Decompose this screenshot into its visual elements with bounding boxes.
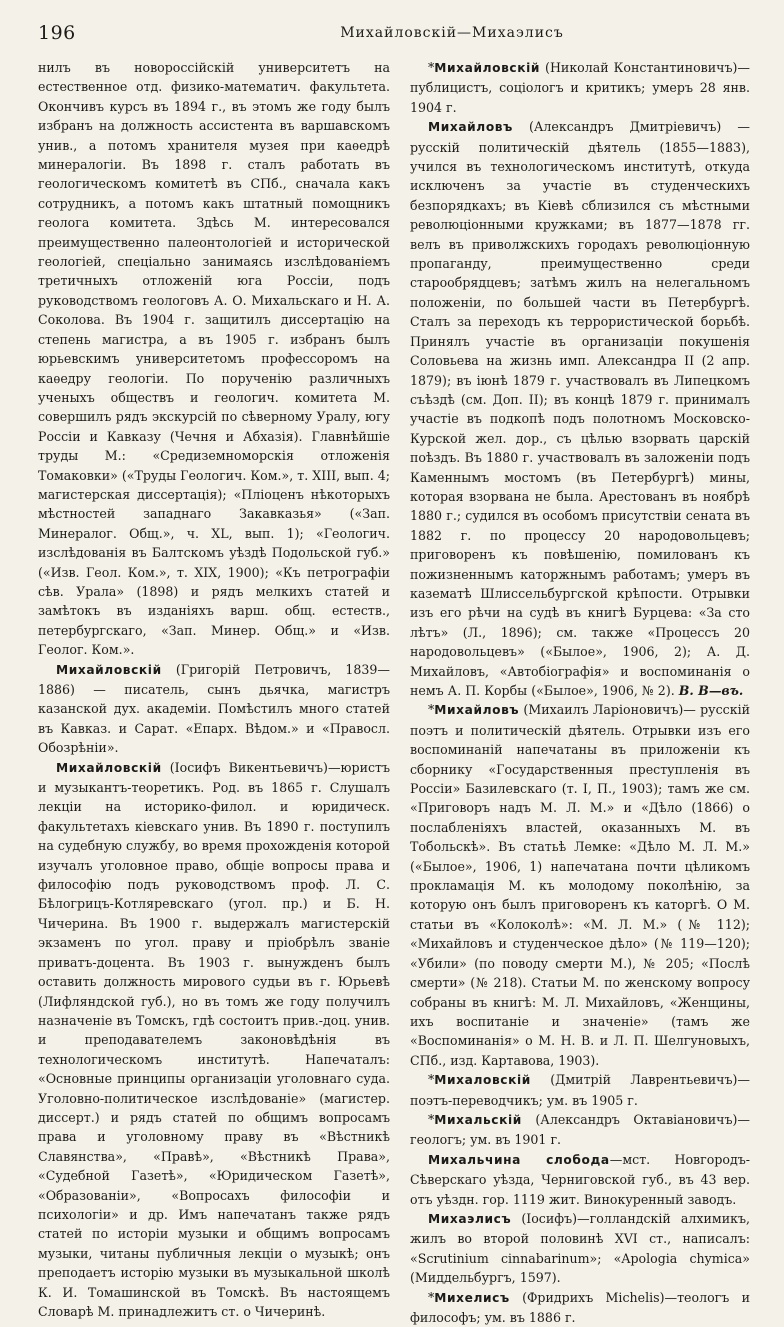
entry-mikhalovsky-dmitry — [410, 1070, 750, 1110]
entry-michelis-friedrich — [410, 1288, 750, 1327]
entry-text: —мст. Новгородъ-Сѣверскаго уѣзда, Черниговской губ., въ 43 вер. отъ уѣздн. гор. 1119 жит. Винокуренный заводъ. — [410, 1151, 750, 1207]
entry-headword: Михаэлисъ — [428, 1211, 512, 1226]
entry-text: (Александръ Октавіановичъ)—геологъ; ум. въ 1901 г. — [410, 1111, 750, 1148]
entry-headword: Михайловскій — [56, 662, 162, 677]
asterisk-mark: * — [428, 1111, 435, 1127]
entry-headword: Михайловъ — [434, 703, 520, 718]
entry-text: (Николай Константиновичъ)—публицистъ, соціологъ и критикъ; умеръ 28 янв. 1904 г. — [410, 60, 750, 115]
page-number: 196 — [38, 22, 76, 44]
entry-headword: Михайловскій — [434, 61, 541, 75]
entry-text: (Іосифъ Викентьевичъ)—юристъ и музыкантъ-теоретикъ. Род. въ 1865 г. Слушалъ лекціи на историко-филол. и юридическ. факультетахъ кіевскаго унив. Въ 1890 г. поступилъ на судебную службу, во время прохожденія которой изучалъ уголовное право, общіе вопросы права и философію подъ руководствомъ проф. Л. С. Бѣлогрицъ-Котляревскаго (угол. пр.) и Б. Н. Чичерина. Въ 1900 г. выдержалъ магистерскій экзаменъ по угол. праву и пріобрѣлъ званіе приватъ-доцента. Въ 1903 г. вынужденъ былъ оставить должность мирового судьи въ г. Юрьевѣ (Лифляндской губ.), но въ томъ же году получилъ назначеніе въ Томскъ, гдѣ состоитъ прив.-доц. унив. и преподавателемъ законовѣдѣнія въ технологическомъ институтѣ. Напечаталъ: «Основные принципы организаціи уголовнаго суда. Уголовно-политическое изслѣдованіе» (магистер. диссерт.) и рядъ статей по общимъ вопросамъ права и уголовному праву въ «Вѣстникѣ Славянства», «Правѣ», «Вѣстникѣ Права», «Судебной Газетѣ», «Юридическом Газетѣ», «Образованіи», «Вопросахъ философіи и психологіи» и др. Имъ напечатанъ также рядъ статей по исторіи музыки и общимъ вопросамъ музыки, читаны публичныя лекціи о музыкѣ; онъ преподаетъ исторію музыки въ музыкальной школѣ К. И. Томашинской въ Томскѣ. Въ настоящемъ Словарѣ М. принадлежитъ ст. о Чичеринѣ. — [38, 759, 390, 1319]
entry-mikhailovsky-iosif — [38, 758, 390, 1322]
asterisk-mark: * — [428, 1072, 435, 1088]
left-column — [38, 58, 390, 1319]
asterisk-mark: * — [428, 1289, 435, 1305]
asterisk-mark: * — [428, 702, 435, 718]
entry-text: (Фридрихъ Michelis)—теологъ и философъ; ум. въ 1886 г. — [410, 1289, 750, 1325]
entry-mikhailovsky-grigory — [38, 660, 390, 758]
author-signature: В. В—въ. — [678, 683, 744, 698]
entry-headword: Михелисъ — [434, 1290, 510, 1305]
entry-continuation — [38, 58, 390, 660]
entry-text: (Григорій Петровичъ, 1839—1886) — писатель, сынъ дьячка, магистръ казанской дух. академіи. Помѣстилъ много статей въ Кавказ. и Сарат. «Епарх. Вѣдом.» и «Правосл. Обозрѣніи». — [38, 661, 390, 756]
entry-mikhalsky-alexander — [410, 1110, 750, 1150]
entry-text: нилъ въ новороссійскій университетъ на естественное отд. физико-математич. факультета. Окончивъ курсъ въ 1894 г., въ этомъ же году былъ избранъ на должность ассистента въ варшавскомъ унив., а потомъ хранителя музея при каѳедрѣ минералогіи. Въ 1898 г. сталъ работать въ геологическомъ комитетѣ въ СПб., сначала какъ сотрудникъ, а потомъ какъ штатный помощникъ геолога комитета. Здѣсь М. интересовался преимущественно палеонтологіей и исторической геологіей, спеціально занимаясь изслѣдованіемъ третичныхъ отложеній юга Россіи, подъ руководствомъ геологовъ А. О. Михальскаго и Н. А. Соколова. Въ 1904 г. защитилъ диссертацію на степень магистра, а въ 1905 г. избранъ былъ юрьевскимъ университетомъ профессоромъ на каѳедру геологіи. По порученію различныхъ ученыхъ обществъ и геологич. комитета М. совершилъ рядъ экскурсій по сѣверному Уралу, югу Россіи и Кавказу (Чечня и Абхазія). Главнѣйшіе труды М.: «Средиземноморскія отложенія Томаковки» («Труды Геологич. Ком.», т. XIII, вып. 4; магистерская диссертація); «Пліоценъ нѣкоторыхъ мѣстностей западнаго Закавказья» («Зап. Минералог. Общ.», ч. XL, вып. 1); «Геологич. изслѣдованія въ Балтскомъ уѣздѣ Подольской губ.» («Изв. Геол. Ком.», т. XIX, 1900); «Къ петрографіи сѣв. Урала» (1898) и рядъ мелкихъ статей и замѣтокъ въ изданіяхъ варш. общ. естеств., петербургскаго, «Зап. Минер. Общ.» и «Изв. Геолог. Ком.». — [38, 60, 390, 658]
entry-headword: Михайловскій — [56, 760, 162, 775]
entry-text: (Александръ Дмитріевичъ) —русскій политическій дѣятель (1855—1883), учился въ технологическомъ институтѣ, откуда исключенъ за участіе въ студенческихъ безпорядкахъ; въ Кіевѣ сблизился съ мѣстными революціонными кружками; въ 1877—1878 гг. велъ въ приволжскихъ городахъ революціонную пропаганду, преимущественно среди старообрядцевъ; затѣмъ жилъ на нелегальномъ положеніи, по большей части въ Петербургѣ. Сталъ за переходъ къ террористической борьбѣ. Принялъ участіе въ организаціи покушенія Соловьева на жизнь имп. Александра II (2 апр. 1879); въ іюнѣ 1879 г. участвовалъ въ Липецкомъ съѣздѣ (см. Доп. II); въ концѣ 1879 г. принималъ участіе въ подкопѣ подъ полотномъ Московско-Курской жел. дор., съ цѣлью взорвать царскій поѣздъ. Въ 1880 г. участвовалъ въ заложеніи подъ Каменнымъ мостомъ (въ Петербургѣ) мины, которая взорвана не была. Арестованъ въ ноябрѣ 1880 г.; судился въ особомъ присутствіи сената въ 1882 г. по процессу 20 народовольцевъ; приговоренъ къ повѣшенію, помилованъ къ пожизненнымъ каторжнымъ работамъ; умеръ въ казематѣ Шлиссельбургской крѣпости. Отрывки изъ его рѣчи на судѣ въ книгѣ Бурцева: «За сто лѣтъ» (Л., 1896); см. также «Процессъ 20 народовольцевъ» («Былое», 1906, 2); А. Д. Михайловъ, «Автобіографія» и воспоминанія о немъ А. П. Корбы («Былое», 1906, № 2). — [410, 119, 750, 698]
entry-text: (Дмитрій Лаврентьевичъ)—поэтъ-переводчикъ; ум. въ 1905 г. — [410, 1072, 750, 1108]
asterisk-mark: * — [428, 60, 435, 75]
entry-mikhailov-mikhail — [410, 700, 750, 1070]
entry-headword: Михальскій — [434, 1112, 522, 1127]
entry-text: (Михаилъ Ларіоновичъ)— русскій поэтъ и политическій дѣятель. Отрывки изъ его воспоминаній напечатаны въ приложеніи къ сборнику «Государственныя преступленія въ Россіи» Базилевскаго (т. I, П., 1903); тамъ же см. «Приговоръ надъ М. Л. М.» и «Дѣло (1866) о послабленіяхъ властей, оказанныхъ М. въ Тобольскѣ». Въ статьѣ Лемке: «Дѣло М. Л. М.» («Былое», 1906, 1) напечатана почти цѣликомъ прокламація М. къ молодому поколѣнію, за которую онъ былъ приговоренъ къ каторгѣ. О М. статьи въ «Колоколѣ»: «М. Л. М.» (№ 112); «Михайловъ и студенческое дѣло» (№ 119—120); «Убили» (по поводу смерти М.), № 205; «Послѣ смерти» (№ 218). Статьи М. по женскому вопросу собраны въ книгѣ: М. Л. Михайловъ, «Женщины, ихъ воспитаніе и значеніе» (тамъ же «Воспоминанія» о М. Н. В. и Л. П. Шелгуновыхъ, СПб., изд. Картавова, 1903). — [410, 702, 750, 1068]
entry-mikhailovsky-nikolai — [410, 58, 750, 117]
running-title: Михайловскій—Михаэлисъ — [340, 25, 564, 41]
right-column — [410, 58, 750, 1325]
entry-mikhailov-alexander — [410, 117, 750, 700]
entry-michaelis-iosif — [410, 1209, 750, 1288]
entry-headword: Михаловскій — [434, 1073, 531, 1088]
entry-mikhalchina-sloboda — [410, 1150, 750, 1209]
entry-headword: Михальчина слобода — [428, 1152, 610, 1167]
entry-text: (Іосифъ)—голландскій алхимикъ, жилъ во второй половинѣ XVI ст., написалъ: «Scrutinium cinnabarinum»; «Apologia chymica» (Миддельбургъ, 1597). — [410, 1210, 750, 1286]
entry-headword: Михайловъ — [428, 120, 513, 135]
